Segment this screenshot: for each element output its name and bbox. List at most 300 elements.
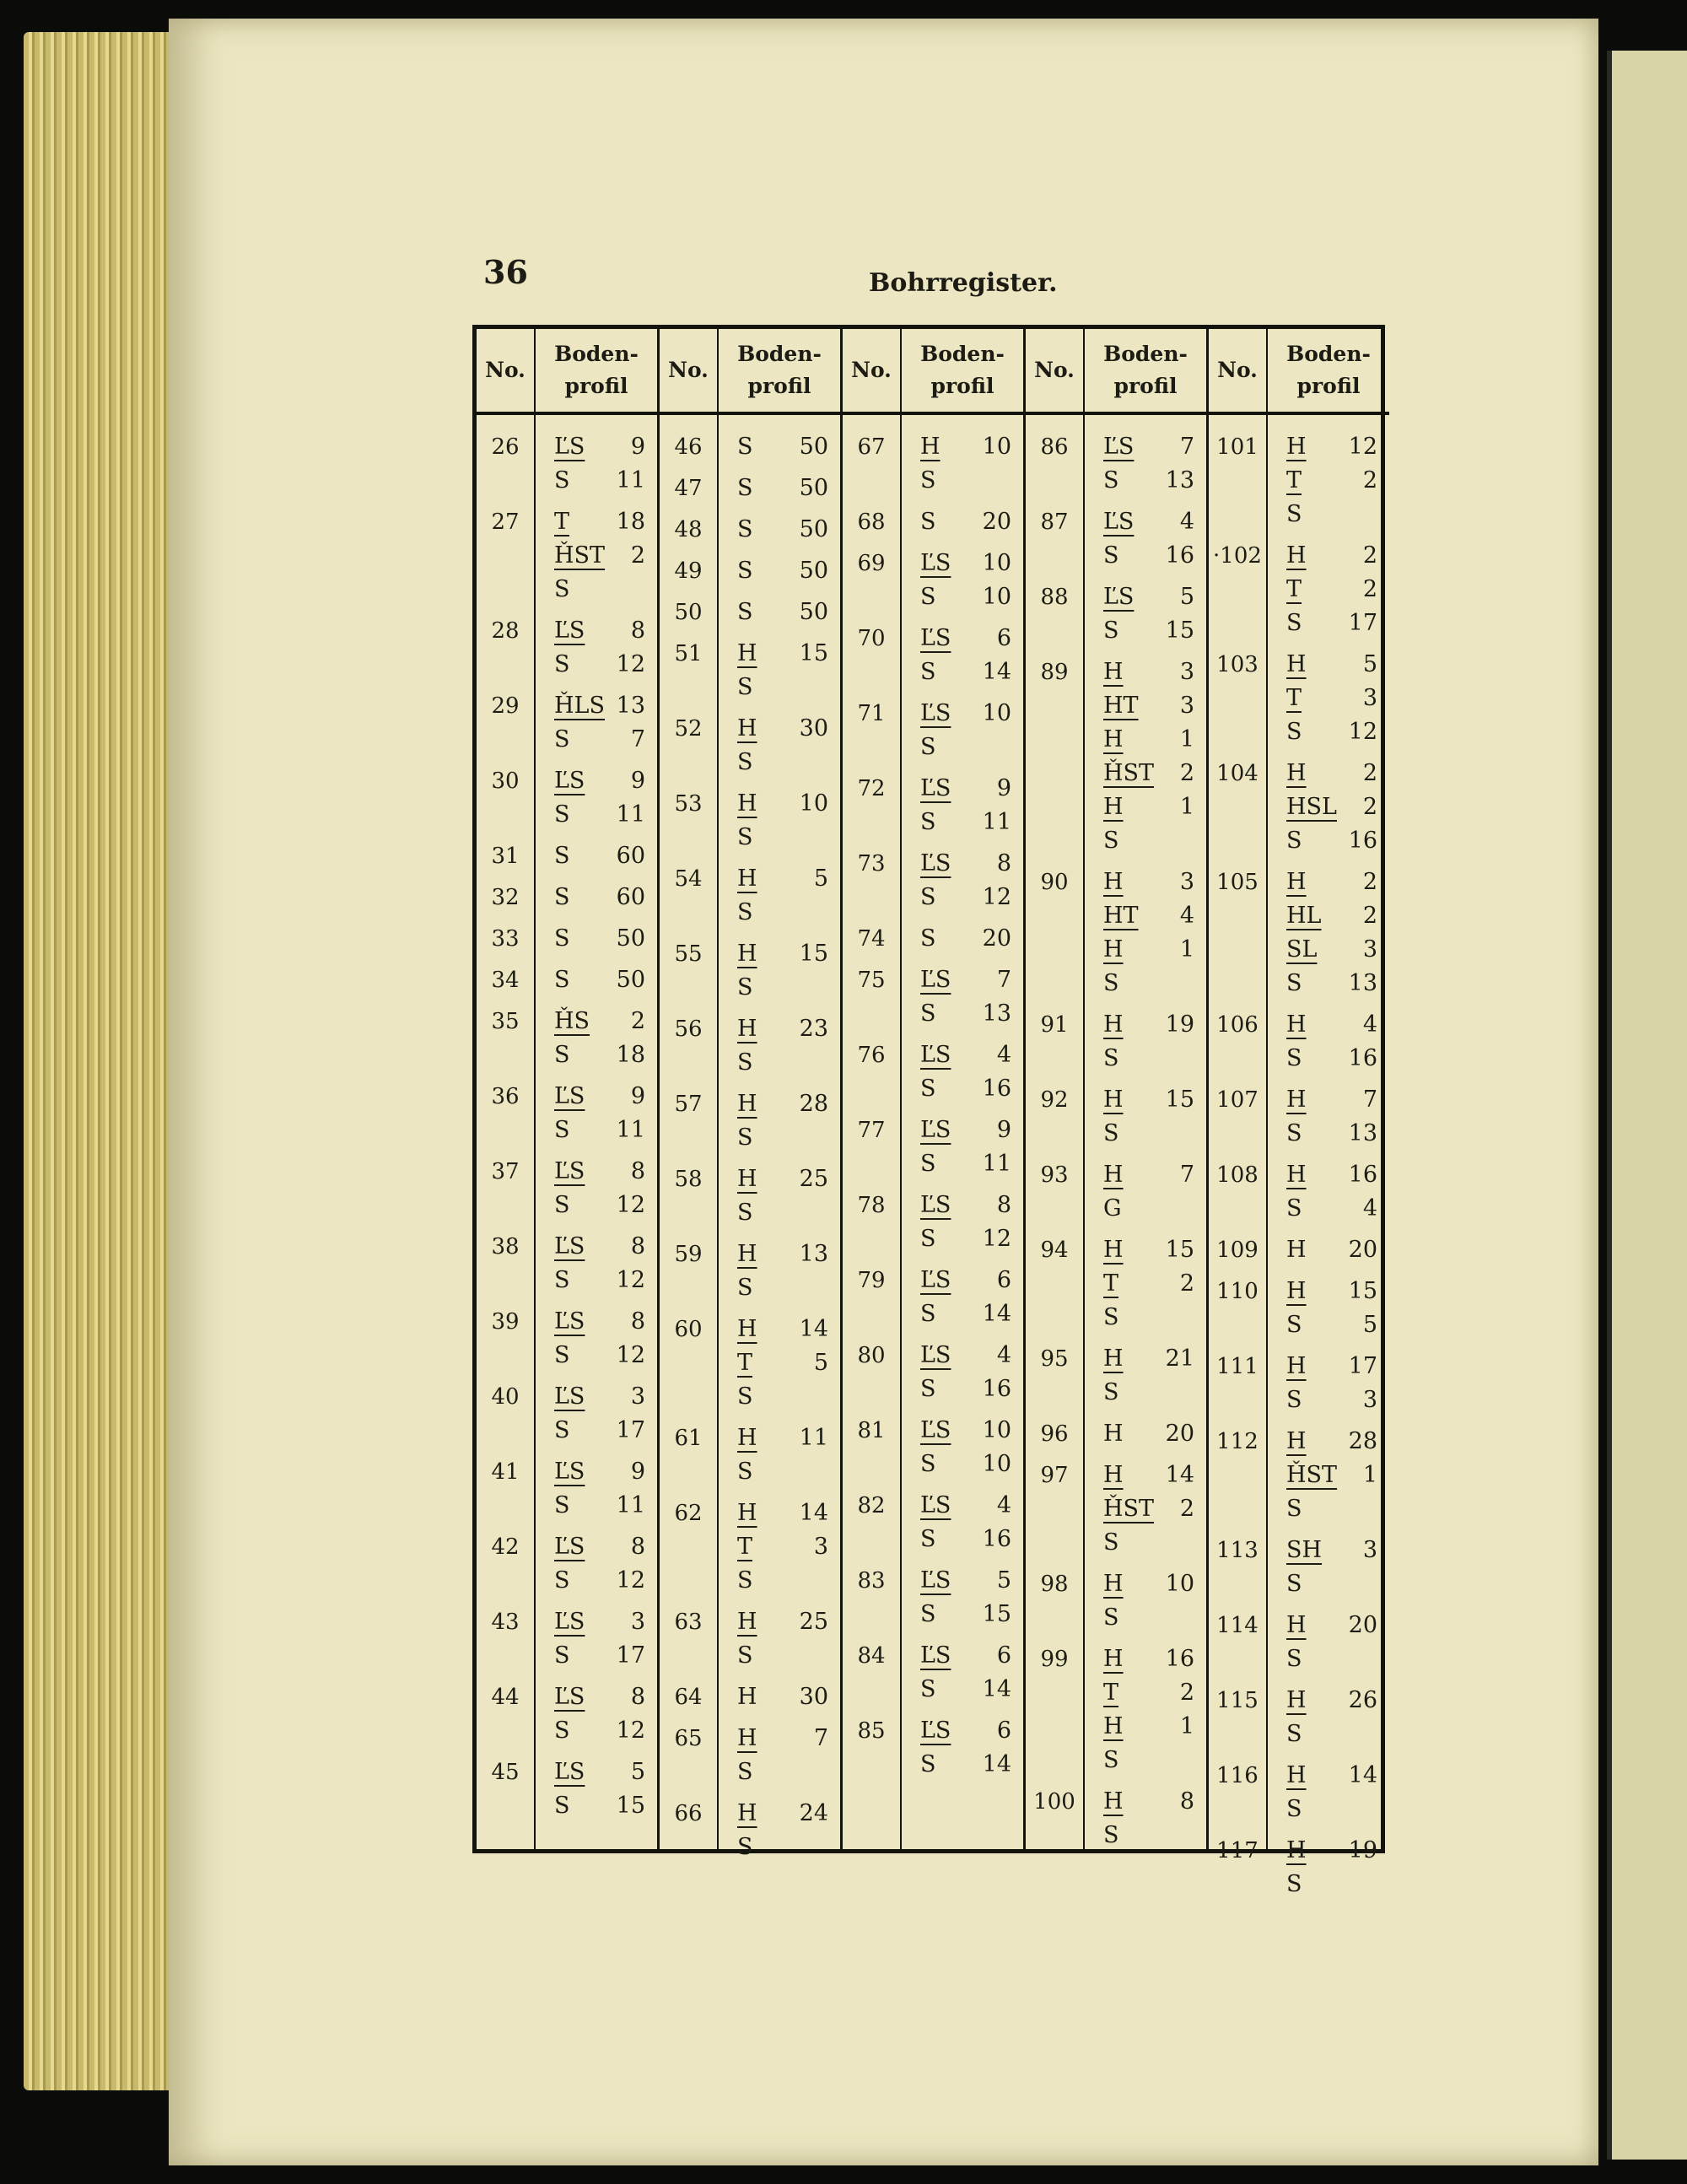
layer-code: ĽS (554, 1684, 585, 1710)
soil-profile-entry (1097, 1083, 1198, 1151)
soil-profile-entry (547, 1230, 649, 1297)
profile-layer (1280, 464, 1381, 498)
layer-code: S (554, 967, 570, 993)
layer-code: S (737, 1459, 753, 1485)
layer-code: T (554, 509, 570, 535)
layer-depth: 11 (616, 1117, 645, 1143)
soil-profile-entry (914, 1564, 1015, 1631)
profile-layer (914, 580, 1015, 614)
profile-layer (1097, 689, 1198, 723)
layer-code: H (1103, 869, 1124, 895)
profile-layer (914, 1072, 1015, 1106)
layer-code: S (1286, 719, 1302, 745)
layer-depth: 16 (1165, 1646, 1194, 1672)
profile-layer (547, 1189, 649, 1222)
layer-depth: 9 (630, 1083, 645, 1109)
soil-profile-entry (1280, 1083, 1381, 1151)
layer-code: H (1286, 542, 1307, 569)
bore-number: 103 (1216, 652, 1259, 677)
layer-code: ĽS (920, 1718, 951, 1744)
profile-layer (1097, 1083, 1198, 1117)
bore-number: 108 (1216, 1162, 1259, 1188)
layer-depth: 4 (1362, 1011, 1377, 1038)
bore-number: 38 (491, 1234, 520, 1259)
profile-layer (1097, 1459, 1198, 1492)
layer-code: S (554, 1642, 570, 1669)
layer-code: H (737, 1016, 757, 1042)
layer-depth: 23 (799, 1016, 828, 1042)
layer-code: ĽS (920, 550, 951, 576)
layer-depth: 6 (996, 625, 1011, 651)
bore-number: 49 (674, 558, 703, 584)
layer-depth: 10 (982, 434, 1011, 460)
soil-profile-entry (1280, 1534, 1381, 1601)
layer-code: H (1286, 1237, 1307, 1263)
layer-code: H (1286, 1162, 1307, 1188)
layer-code: S (1286, 1496, 1302, 1522)
layer-code: S (1286, 970, 1302, 996)
soil-profile-entry (1097, 580, 1198, 648)
layer-depth: 4 (996, 1042, 1011, 1068)
layer-depth: 4 (1362, 1195, 1377, 1221)
layer-depth: 3 (1362, 1537, 1377, 1563)
bore-number: 65 (674, 1726, 703, 1751)
soil-profile-entry (1280, 539, 1381, 640)
layer-code: S (1286, 1571, 1302, 1597)
layer-code: H (1286, 760, 1307, 786)
soil-profile-entry (547, 963, 649, 997)
profile-layer (914, 464, 1015, 498)
layer-depth: 4 (1179, 903, 1194, 929)
profile-layer (547, 573, 649, 607)
soil-profile-entry (1097, 655, 1198, 858)
layer-depth: 5 (813, 866, 828, 892)
bore-number: 62 (674, 1501, 703, 1526)
soil-profile-entry (1097, 1642, 1198, 1777)
layer-code: ĽS (554, 1459, 585, 1485)
layer-depth: 13 (1348, 1120, 1377, 1146)
layer-depth: 12 (982, 1226, 1011, 1252)
layer-code: H (737, 1800, 757, 1826)
bore-number: 90 (1040, 870, 1069, 895)
bore-number: 50 (674, 600, 703, 625)
bore-number: 43 (491, 1610, 520, 1635)
layer-code: T (737, 1350, 753, 1376)
header-bodenprofil: Boden- profil (1085, 329, 1206, 415)
profile-layer (1280, 539, 1381, 573)
layer-code: S (1103, 1120, 1119, 1146)
bore-number: 107 (1216, 1087, 1259, 1113)
layer-code: H (1286, 1687, 1307, 1713)
layer-code: ĽS (920, 1117, 951, 1143)
layer-depth: 2 (1179, 760, 1194, 786)
layer-depth: 60 (616, 843, 645, 869)
layer-depth: 8 (630, 1233, 645, 1259)
layer-code: S (1103, 970, 1119, 996)
layer-code: S (920, 584, 936, 610)
profile-layer (547, 1714, 649, 1748)
bore-number: 92 (1040, 1087, 1069, 1113)
layer-code: S (920, 1451, 936, 1477)
layer-code: H (1103, 1646, 1124, 1672)
profile-layer (1097, 757, 1198, 790)
layer-depth: 50 (799, 558, 828, 584)
bore-number: 84 (857, 1643, 886, 1669)
layer-depth: 15 (1165, 1087, 1194, 1113)
bore-number: 36 (491, 1084, 520, 1109)
profile-layer (547, 648, 649, 682)
profile-layer (730, 1380, 832, 1414)
soil-profile-entry (730, 712, 832, 779)
layer-code: HT (1103, 693, 1139, 719)
soil-profile-entry (730, 1313, 832, 1414)
profile-layer (1280, 1718, 1381, 1751)
layer-code: ĽS (920, 1042, 951, 1068)
bore-number: 40 (491, 1384, 520, 1410)
layer-code: ĽS (920, 1342, 951, 1368)
layer-code: S (920, 925, 936, 952)
layer-depth: 13 (616, 693, 645, 719)
layer-depth: 15 (982, 1601, 1011, 1627)
soil-profile-entry (1280, 1275, 1381, 1342)
profile-layer (547, 1005, 649, 1038)
bore-number: 115 (1216, 1688, 1259, 1713)
layer-code: H (1103, 1237, 1124, 1263)
profile-layer (1280, 1008, 1381, 1042)
layer-depth: 10 (799, 790, 828, 817)
profile-layer (1097, 967, 1198, 1000)
soil-profile-entry (1280, 1158, 1381, 1226)
layer-depth: 5 (630, 1759, 645, 1785)
layer-depth: 8 (996, 1192, 1011, 1218)
layer-code: S (554, 1718, 570, 1744)
profile-layer (730, 1797, 832, 1831)
layer-depth: 19 (1165, 1011, 1194, 1038)
soil-profile-entry (730, 1238, 832, 1305)
profile-layer (914, 1189, 1015, 1222)
profile-layer (547, 505, 649, 539)
layer-code: S (554, 925, 570, 952)
bore-number: 48 (674, 517, 703, 542)
profile-layer (1097, 1744, 1198, 1777)
bore-number: 63 (674, 1610, 703, 1635)
soil-profile-entry (547, 1305, 649, 1372)
profile-layer (547, 1530, 649, 1564)
profile-layer (914, 1639, 1015, 1673)
layer-depth: 60 (616, 884, 645, 910)
column-group-2 (660, 329, 843, 1860)
layer-code: ĽS (554, 617, 585, 644)
layer-depth: 1 (1179, 936, 1194, 963)
profile-layer (914, 847, 1015, 881)
profile-layer (1280, 967, 1381, 1000)
bore-number: 94 (1040, 1238, 1069, 1263)
profile-layer (914, 1564, 1015, 1598)
layer-code: H (737, 1166, 757, 1192)
layer-code: S (1286, 1387, 1302, 1413)
bore-number: 61 (674, 1426, 703, 1451)
soil-profile-entry (914, 1339, 1015, 1406)
profile-layer (547, 1605, 649, 1639)
profile-layer (1097, 866, 1198, 899)
profile-layer (914, 963, 1015, 997)
layer-depth: 7 (1362, 1087, 1377, 1113)
layer-code: S (737, 1567, 753, 1594)
bore-number: 55 (674, 941, 703, 967)
soil-profile-entry (547, 1380, 649, 1448)
layer-code: T (1103, 1270, 1119, 1297)
layer-depth: 24 (799, 1800, 828, 1826)
soil-profile-entry (1280, 1425, 1381, 1526)
layer-code: ĽS (920, 1492, 951, 1518)
column-group-4 (1026, 329, 1209, 1849)
profile-layer (1097, 464, 1198, 498)
layer-depth: 9 (630, 434, 645, 460)
profile-layer (1097, 1342, 1198, 1376)
layer-code: H (1103, 1421, 1124, 1447)
layer-code: S (920, 734, 936, 760)
layer-depth: 16 (982, 1376, 1011, 1402)
soil-profile-entry (730, 430, 832, 464)
layer-code: S (1286, 1871, 1302, 1897)
layer-depth: 25 (799, 1166, 828, 1192)
layer-depth: 2 (630, 542, 645, 569)
layer-code: H (737, 1500, 757, 1526)
soil-profile-entry (730, 1722, 832, 1789)
bore-number: 116 (1216, 1763, 1259, 1788)
running-head: Bohrregister. (869, 268, 1058, 298)
bore-number: 28 (491, 618, 520, 644)
layer-depth: 1 (1179, 794, 1194, 820)
profile-layer (547, 1114, 649, 1147)
profile-layer (1097, 1117, 1198, 1151)
layer-code: S (737, 475, 753, 501)
soil-profile-entry (547, 1755, 649, 1823)
bore-number: 87 (1040, 510, 1069, 535)
profile-layer (1097, 1642, 1198, 1676)
layer-code: S (920, 1151, 936, 1177)
profile-layer (1280, 498, 1381, 531)
profile-layer (1280, 1759, 1381, 1793)
bore-number: 58 (674, 1167, 703, 1192)
layer-code: ĽS (920, 967, 951, 993)
layer-code: S (1103, 1604, 1119, 1631)
soil-profile-entry (547, 1455, 649, 1523)
profile-layer (547, 1489, 649, 1523)
bore-number: 53 (674, 791, 703, 817)
profile-layer (1280, 648, 1381, 682)
profile-layer (1097, 1192, 1198, 1226)
bore-number: 96 (1040, 1421, 1069, 1447)
profile-layer (547, 1155, 649, 1189)
layer-code: S (554, 1117, 570, 1143)
layer-code: S (737, 558, 753, 584)
bore-number: 83 (857, 1568, 886, 1594)
layer-depth: 7 (813, 1725, 828, 1751)
profile-layer (1097, 539, 1198, 573)
profile-layer (1097, 824, 1198, 858)
soil-profile-entry (1097, 1342, 1198, 1410)
layer-code: ȞST (1103, 1496, 1155, 1522)
layer-code: S (1103, 1304, 1119, 1330)
layer-depth: 8 (630, 1684, 645, 1710)
layer-code: S (1286, 610, 1302, 636)
layer-code: H (1103, 794, 1124, 820)
layer-code: H (737, 1725, 757, 1751)
bore-number: 101 (1216, 434, 1259, 460)
layer-depth: 30 (799, 715, 828, 741)
layer-code: S (1286, 1796, 1302, 1822)
profile-layer (1280, 1425, 1381, 1459)
profile-layer (1097, 1567, 1198, 1601)
profile-layer (914, 1372, 1015, 1406)
layer-code: S (554, 1793, 570, 1819)
layer-code: S (737, 1834, 753, 1860)
profile-layer (1280, 573, 1381, 607)
header-bodenprofil: Boden- profil (536, 329, 657, 415)
layer-code: SL (1286, 936, 1318, 963)
bore-number: 70 (857, 626, 886, 651)
layer-code: S (920, 1676, 936, 1702)
profile-layer (730, 596, 832, 629)
layer-depth: 6 (996, 1642, 1011, 1669)
layer-code: S (737, 1049, 753, 1076)
layer-code: HT (1103, 903, 1139, 929)
soil-profile-entry (1280, 1233, 1381, 1267)
bore-number: 68 (857, 510, 886, 535)
profile-layer (730, 1271, 832, 1305)
bore-number: 82 (857, 1493, 886, 1518)
profile-layer (730, 671, 832, 704)
profile-layer (730, 1680, 832, 1714)
bore-number: 88 (1040, 585, 1069, 610)
layer-depth: 5 (1179, 584, 1194, 610)
layer-code: ĽS (554, 1083, 585, 1109)
layer-code: H (737, 1609, 757, 1635)
profile-layer (1280, 1609, 1381, 1642)
bore-number: 26 (491, 434, 520, 460)
soil-profile-entry (1097, 866, 1198, 1000)
soil-profile-entry (547, 1680, 649, 1748)
soil-profile-entry (730, 513, 832, 547)
bore-number: 91 (1040, 1012, 1069, 1038)
layer-code: S (737, 1383, 753, 1410)
bore-number: 100 (1033, 1789, 1075, 1815)
layer-depth: 14 (982, 1676, 1011, 1702)
header-bodenprofil: Boden- profil (1268, 329, 1389, 415)
layer-depth: 20 (982, 509, 1011, 535)
soil-profile-entry (1280, 1759, 1381, 1826)
bore-number: 114 (1216, 1613, 1259, 1638)
profile-layer (730, 1238, 832, 1271)
layer-code: S (554, 1042, 570, 1068)
layer-code: S (554, 1267, 570, 1293)
layer-code: S (737, 516, 753, 542)
profile-layer (914, 1038, 1015, 1072)
page-number: 36 (483, 253, 528, 291)
profile-layer (547, 1564, 649, 1598)
layer-code: ĽS (920, 1192, 951, 1218)
bore-number: 34 (491, 968, 520, 993)
profile-layer (1280, 1350, 1381, 1383)
layer-code: S (737, 674, 753, 700)
layer-depth: 20 (982, 925, 1011, 952)
bore-number: 33 (491, 926, 520, 952)
soil-profile-entry (730, 472, 832, 505)
layer-code: ĽS (554, 1383, 585, 1410)
bore-number: 44 (491, 1685, 520, 1710)
soil-profile-entry (914, 1639, 1015, 1707)
layer-code: S (554, 1342, 570, 1368)
layer-code: ȞST (1103, 760, 1155, 786)
layer-code: S (1286, 828, 1302, 854)
profile-layer (730, 712, 832, 746)
profile-layer (730, 1346, 832, 1380)
layer-code: S (920, 884, 936, 910)
soil-profile-entry (730, 596, 832, 629)
layer-depth: 2 (1179, 1496, 1194, 1522)
layer-code: ĽS (554, 1158, 585, 1184)
profile-layer (547, 798, 649, 832)
soil-profile-entry (547, 881, 649, 914)
layer-depth: 15 (1165, 617, 1194, 644)
profile-layer (547, 430, 649, 464)
profile-layer (1280, 1083, 1381, 1117)
bore-number: 47 (674, 476, 703, 501)
profile-layer (547, 1755, 649, 1789)
layer-code: S (920, 1751, 936, 1777)
profile-layer (730, 637, 832, 671)
profile-layer (914, 1297, 1015, 1331)
bore-number: 113 (1216, 1538, 1259, 1563)
soil-profile-entry (914, 922, 1015, 956)
profile-layer (1280, 682, 1381, 715)
layer-depth: 7 (1179, 1162, 1194, 1188)
bore-number: 30 (491, 768, 520, 794)
soil-profile-entry (547, 922, 649, 956)
profile-layer (1280, 1459, 1381, 1492)
bore-number: 46 (674, 434, 703, 460)
soil-profile-entry (547, 1155, 649, 1222)
layer-code: S (1103, 1045, 1119, 1071)
layer-depth: 7 (996, 967, 1011, 993)
profile-layer (914, 1598, 1015, 1631)
profile-layer (914, 1114, 1015, 1147)
layer-code: S (920, 1226, 936, 1252)
layer-code: H (1103, 1571, 1124, 1597)
layer-code: S (554, 576, 570, 602)
layer-depth: 2 (1362, 903, 1377, 929)
layer-depth: 28 (1348, 1428, 1377, 1454)
layer-depth: 5 (813, 1350, 828, 1376)
profile-layer (1097, 614, 1198, 648)
profile-layer (730, 430, 832, 464)
bore-number: 79 (857, 1268, 886, 1293)
profile-layer (914, 997, 1015, 1031)
layer-code: S (737, 1200, 753, 1226)
profile-layer (1280, 824, 1381, 858)
profile-layer (914, 655, 1015, 689)
layer-code: S (920, 1301, 936, 1327)
header-bodenprofil: Boden- profil (902, 329, 1023, 415)
profile-layer (547, 539, 649, 573)
soil-profile-entry (730, 1680, 832, 1714)
soil-profile-entry (730, 1421, 832, 1489)
layer-depth: 2 (1362, 576, 1377, 602)
layer-code: S (554, 651, 570, 677)
bore-number: 104 (1216, 761, 1259, 786)
profile-layer (914, 1748, 1015, 1782)
